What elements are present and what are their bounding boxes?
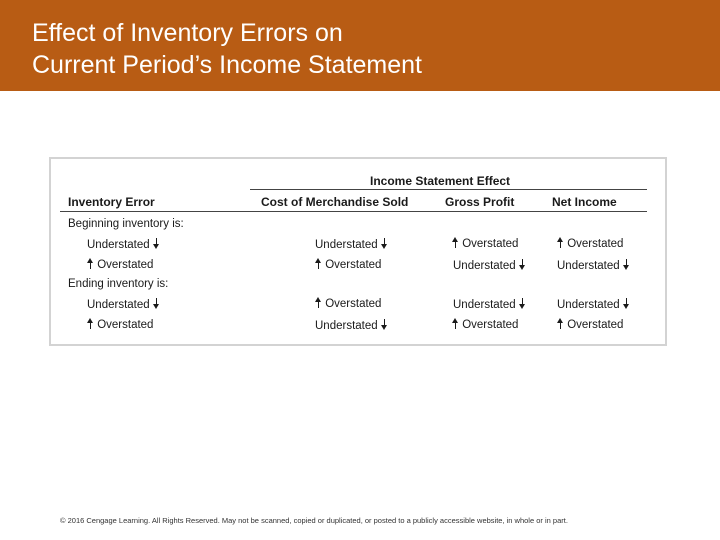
arrow-down-icon xyxy=(153,298,160,309)
arrow-up-icon xyxy=(557,237,564,248)
slide-header xyxy=(0,0,720,91)
cogs-ending-overstated xyxy=(315,319,388,332)
cogs-beginning-overstated xyxy=(315,258,381,271)
arrow-down-icon xyxy=(623,259,630,270)
arrow-down-icon xyxy=(519,259,526,270)
cell-text: Understated xyxy=(557,260,620,272)
cell-text: Understated xyxy=(557,299,620,311)
cell-text: Overstated xyxy=(462,238,519,250)
cell-text: Overstated xyxy=(97,259,154,271)
error-beginning-overstated xyxy=(87,258,153,271)
net-income-ending-overstated xyxy=(557,318,623,331)
column-header-cost-of-merchandise-sold: Cost of Merchandise Sold xyxy=(261,195,409,209)
cell-text: Overstated xyxy=(97,319,154,331)
gross-profit-beginning-overstated xyxy=(453,259,526,272)
arrow-up-icon xyxy=(452,237,459,248)
arrow-up-icon xyxy=(87,258,94,269)
section-label-beginning-inventory: Beginning inventory is: xyxy=(68,218,184,230)
error-ending-overstated xyxy=(87,318,153,331)
slide-title-line-1: Effect of Inventory Errors on xyxy=(32,19,343,47)
cell-text: Understated xyxy=(453,299,516,311)
cell-text: Understated xyxy=(87,239,150,251)
cell-text: Understated xyxy=(453,260,516,272)
arrow-down-icon xyxy=(381,319,388,330)
arrow-down-icon xyxy=(381,238,388,249)
income-statement-effect-header: Income Statement Effect xyxy=(370,174,511,188)
arrow-up-icon xyxy=(315,297,322,308)
column-header-gross-profit: Gross Profit xyxy=(445,195,515,209)
cell-text: Overstated xyxy=(567,238,624,250)
cell-text: Understated xyxy=(315,239,378,251)
net-income-beginning-overstated xyxy=(557,259,630,272)
error-ending-understated xyxy=(87,298,160,311)
group-header-rule xyxy=(250,189,647,190)
column-header-inventory-error: Inventory Error xyxy=(68,195,155,209)
cogs-ending-understated xyxy=(315,297,381,310)
cell-text: Overstated xyxy=(325,298,382,310)
cell-text: Understated xyxy=(87,299,150,311)
cogs-beginning-understated xyxy=(315,238,388,251)
arrow-down-icon xyxy=(153,238,160,249)
cell-text: Overstated xyxy=(325,259,382,271)
arrow-down-icon xyxy=(623,298,630,309)
copyright-footer: © 2016 Cengage Learning. All Rights Reserved. May not be scanned, copied or duplicated, or posted to a publicly accessible website, in whole or in part. xyxy=(60,516,568,525)
arrow-down-icon xyxy=(519,298,526,309)
cell-text: Overstated xyxy=(567,319,624,331)
column-header-net-income: Net Income xyxy=(552,195,617,209)
slide-title-line-2: Current Period’s Income Statement xyxy=(32,51,423,79)
cell-text: Overstated xyxy=(462,319,519,331)
slide-title xyxy=(32,17,422,81)
cell-text: Understated xyxy=(315,320,378,332)
arrow-up-icon xyxy=(315,258,322,269)
gross-profit-ending-understated xyxy=(453,298,526,311)
gross-profit-ending-overstated xyxy=(452,318,518,331)
inventory-error-table xyxy=(49,157,667,346)
net-income-beginning-understated xyxy=(557,237,623,250)
section-label-ending-inventory: Ending inventory is: xyxy=(68,278,169,290)
net-income-ending-understated xyxy=(557,298,630,311)
arrow-up-icon xyxy=(452,318,459,329)
arrow-up-icon xyxy=(557,318,564,329)
column-header-rule xyxy=(60,211,647,212)
error-beginning-understated xyxy=(87,238,160,251)
arrow-up-icon xyxy=(87,318,94,329)
gross-profit-beginning-understated xyxy=(452,237,518,250)
